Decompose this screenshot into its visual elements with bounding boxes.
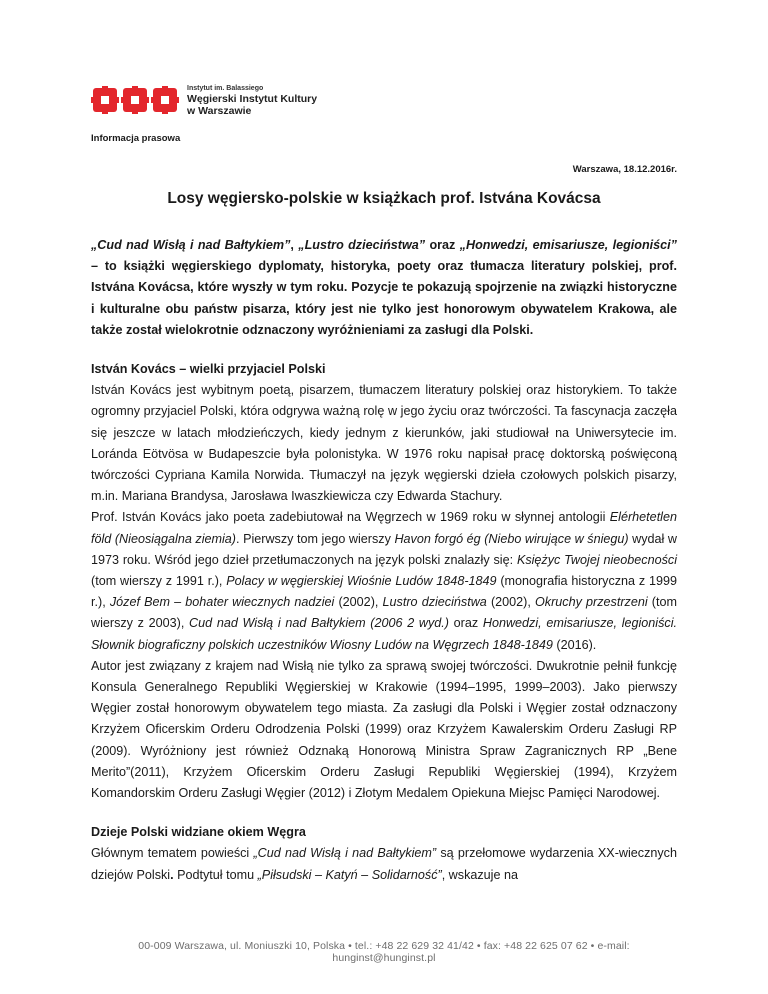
- logo-line-name: Węgierski Instytut Kultury: [187, 93, 318, 105]
- press-release-label: Informacja prasowa: [91, 133, 181, 144]
- footer-contact: 00-009 Warszawa, ul. Moniuszki 10, Polska • tel.: +48 22 629 32 41/42 • fax: +48 22 625 07 62 • e-mail: hunginst@hunginst.pl: [138, 940, 630, 964]
- section1-paragraph-1: István Kovács jest wybitnym poetą, pisarzem, tłumaczem literatury polskiej oraz historykiem. To także ogromny przyjaciel Polski, która odgrywa ważną rolę w jego życiu oraz twórczości. Ta fascynacja zaczęła się jeszcze w latach młodzieńczych, kiedy jednym z kierunków, jaki studiował na Uniwersytecie im. Loránda Eötvösa w Budapeszcie była polonistyka. W 1976 roku napisał pracę doktorską poświęconą twórczości Cypriana Kamila Norwida. Tłumaczył na język węgierski dzieła czołowych polskich pisarzy, m.in. Mariana Brandysa, Jarosława Iwaszkiewicza czy Edwarda Stachury.: [91, 383, 677, 504]
- section1-paragraph-2: Prof. István Kovács jako poeta zadebiutował na Węgrzech w 1969 roku w słynnej antologii Elérhetetlen föld (Nieosiągalna ziemia). Pierwszy tom jego wierszy Havon forgó ég (Niebo wirujące w śniegu) wydał w 1973 roku. Wśród jego dzieł przetłumaczonych na język polski znalazły się: Księżyc Twojej nieobecności (tom wierszy z 1991 r.), Polacy w węgierskiej Wiośnie Ludów 1848-1849 (monografia historyczna z 1999 r.), Józef Bem – bohater wiecznych nadziei (2002), Lustro dzieciństwa (2002), Okruchy przestrzeni (tom wierszy z 2003), Cud nad Wisłą i nad Bałtykiem (2006 2 wyd.) oraz Honwedzi, emisariusze, legioniści. Słownik biograficzny polskich uczestników Wiosny Ludów na Węgrzech 1848-1849 (2016).: [91, 510, 677, 652]
- lead-paragraph: „Cud nad Wisłą i nad Bałtykiem”, „Lustro dzieciństwa” oraz „Honwedzi, emisariusze, legioniści” – to książki węgierskiego dyplomaty, historyka, poety oraz tłumacza literatury polskiej, prof. Istvána Kovácsa, które wyszły w tym roku. Pozycje te pokazują spojrzenie na związki historyczne i kulturalne obu państw pisarza, który jest nie tylko jest honorowym obywatelem Krakowa, ale także został wielokrotnie odznaczony wyróżnieniami za zasługi dla Polski.: [91, 238, 677, 337]
- book-title-2: „Lustro dzieciństwa”: [298, 238, 426, 252]
- book-title-1: „Cud nad Wisłą i nad Bałtykiem”: [91, 238, 291, 252]
- section-heading-1: István Kovács – wielki przyjaciel Polski: [91, 362, 326, 377]
- document-body: [91, 235, 677, 886]
- section-heading-2: Dzieje Polski widziane okiem Węgra: [91, 825, 306, 840]
- logo-emblem-icon: [91, 82, 179, 118]
- logo-line-institute: Instytut im. Balassiego: [187, 85, 264, 92]
- section1-paragraph-3: Autor jest związany z krajem nad Wisłą nie tylko za sprawą swojej twórczości. Dwukrotnie pełnił funkcję Konsula Generalnego Republiki Węgierskiej w Krakowie (1994–1995, 1999–2003). Jako pierwszy Węgier został honorowym obywatelem tego miasta. Za zasługi dla Polski i Węgier został odznaczony Krzyżem Oficerskim Orderu Odrodzenia Polski (1999) oraz Krzyżem Kawalerskim Orderu Zasługi RP (2009). Wyróżniony jest również Odznaką Honorową Ministra Spraw Zagranicznych RP „Bene Merito”(2011), Krzyżem Oficerskim Orderu Zasługi Republiki Węgierskiej (1994), Krzyżem Komandorskim Orderu Zasługi Węgier (2012) i Złotym Medalem Opiekuna Miejsc Pamięci Narodowej.: [91, 658, 677, 801]
- section2-paragraph-1: Głównym tematem powieści „Cud nad Wisłą i nad Bałtykiem” są przełomowe wydarzenia XX-wiecznych dziejów Polski. Podtytuł tomu „Piłsudski – Katyń – Solidarność”, wskazuje na: [91, 846, 677, 882]
- logo-line-city: w Warszawie: [187, 105, 252, 117]
- book-title-3: „Honwedzi, emisariusze, legioniści”: [459, 238, 677, 252]
- document-title: Losy węgiersko-polskie w książkach prof. Istvána Kovácsa: [167, 190, 601, 207]
- document-date: Warszawa, 18.12.2016r.: [572, 164, 677, 175]
